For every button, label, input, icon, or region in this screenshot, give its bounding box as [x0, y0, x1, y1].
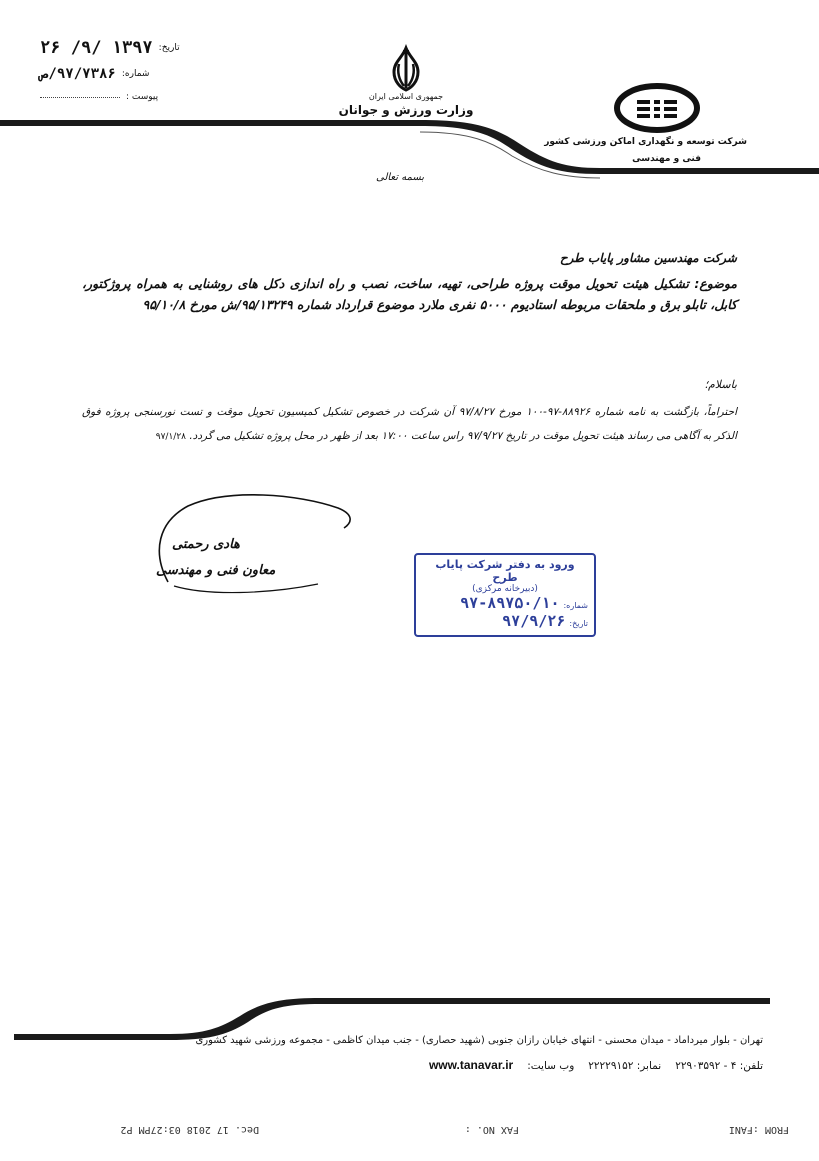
fax-from: FROM :FANI	[728, 1124, 789, 1135]
footer-website: www.tanavar.ir	[428, 1058, 514, 1072]
recipient: شرکت مهندسین مشاور پایاب طرح	[559, 251, 737, 265]
attachment-row	[40, 92, 158, 102]
stamp-date-row	[422, 612, 588, 630]
fax-number: FAX NO. :	[464, 1124, 519, 1135]
signer-title: معاون فنی و مهندسی	[156, 563, 276, 578]
fax-datetime: Dec. 17 2018 03:27PM P2	[120, 1124, 259, 1135]
ministry-name: وزارت ورزش و جوانان	[338, 103, 474, 117]
date-label: تاریخ:	[158, 43, 180, 53]
footer-fax: نمابر: ۲۲۲۲۹۱۵۲	[588, 1060, 662, 1072]
number-row	[40, 66, 149, 82]
fax-header	[0, 1117, 819, 1137]
letter-body-text: احتراماً، بازگشت به نامه شماره ۸۸۹۲۶-۹۷-۱۰۰ مورخ ۹۷/۸/۲۷ آن شرکت در خصوص تشکیل کمیسیون تحویل موقت و تست نورسنجی پروژه فوق الذکر به آگاهی می رساند هیئت تحویل موقت در تاریخ ۹۷/۹/۲۷ راس ساعت ۱۷:۰۰ بعد از ظهر در محل پروژه تشکیل می گردد.	[82, 406, 738, 442]
bismillah-text: بسمه تعالی	[376, 172, 425, 183]
date-row	[40, 38, 180, 58]
letter-subject: موضوع: تشکیل هیئت تحویل موقت پروژه طراحی، تهیه، ساخت، نصب و راه اندازی دکل های روشنایی به همراه پروژکتور، کابل، تابلو برق و ملحقات مربوطه استادیوم ۵۰۰۰ نفری ملارد موضوع قرارداد شماره ۹۵/۱۳۲۴۹/ش مورخ ۹۵/۱۰/۸	[82, 276, 737, 312]
stamp-number-value: ۹۷-۸۹۷۵۰/۱۰	[460, 594, 560, 612]
footer-phone: تلفن: ۴ - ۲۲۹۰۳۵۹۲	[675, 1060, 763, 1072]
handwritten-note: ۹۷/۱/۲۸	[155, 432, 186, 442]
footer-swoosh-bar	[0, 990, 819, 1040]
signer-name: هادی رحمتی	[172, 537, 240, 552]
company-name-line2: فنی و مهندسی	[632, 154, 701, 164]
company-logo-icon	[612, 82, 702, 134]
stamp-number-label: شماره:	[563, 601, 588, 610]
received-stamp	[414, 553, 596, 637]
number-value: ۹۷/۷۳۸۶/ص	[40, 66, 116, 82]
emblem-caption: جمهوری اسلامی ایران	[368, 92, 444, 101]
footer-address: تهران - بلوار میرداماد - میدان محسنی - انتهای خیابان رازان جنوبی (شهید حصاری) - جنب میدان کاظمی - مجموعه ورزشی شهید کشوری	[195, 1035, 763, 1046]
company-name-line1: شرکت توسعه و نگهداری اماکن ورزشی کشور	[544, 137, 747, 147]
stamp-date-value: ۹۷/۹/۲۶	[502, 612, 566, 630]
attachment-label: پیوست :	[126, 92, 159, 102]
stamp-date-label: تاریخ:	[569, 619, 588, 628]
footer-contact	[429, 1058, 763, 1072]
attachment-blank	[40, 97, 120, 98]
greeting: باسلام؛	[704, 378, 737, 391]
stamp-number-row	[422, 594, 588, 612]
stamp-title: ورود به دفتر شرکت پایاب طرح	[435, 558, 575, 584]
letter-body	[82, 400, 737, 449]
stamp-subtitle: (دبیرخانه مرکزی)	[472, 584, 538, 594]
number-label: شماره:	[121, 69, 150, 79]
date-value: ۱۳۹۷ /۹/ ۲۶	[40, 38, 153, 58]
footer-website-label: وب سایت:	[527, 1060, 575, 1072]
iran-emblem-icon	[384, 44, 428, 92]
